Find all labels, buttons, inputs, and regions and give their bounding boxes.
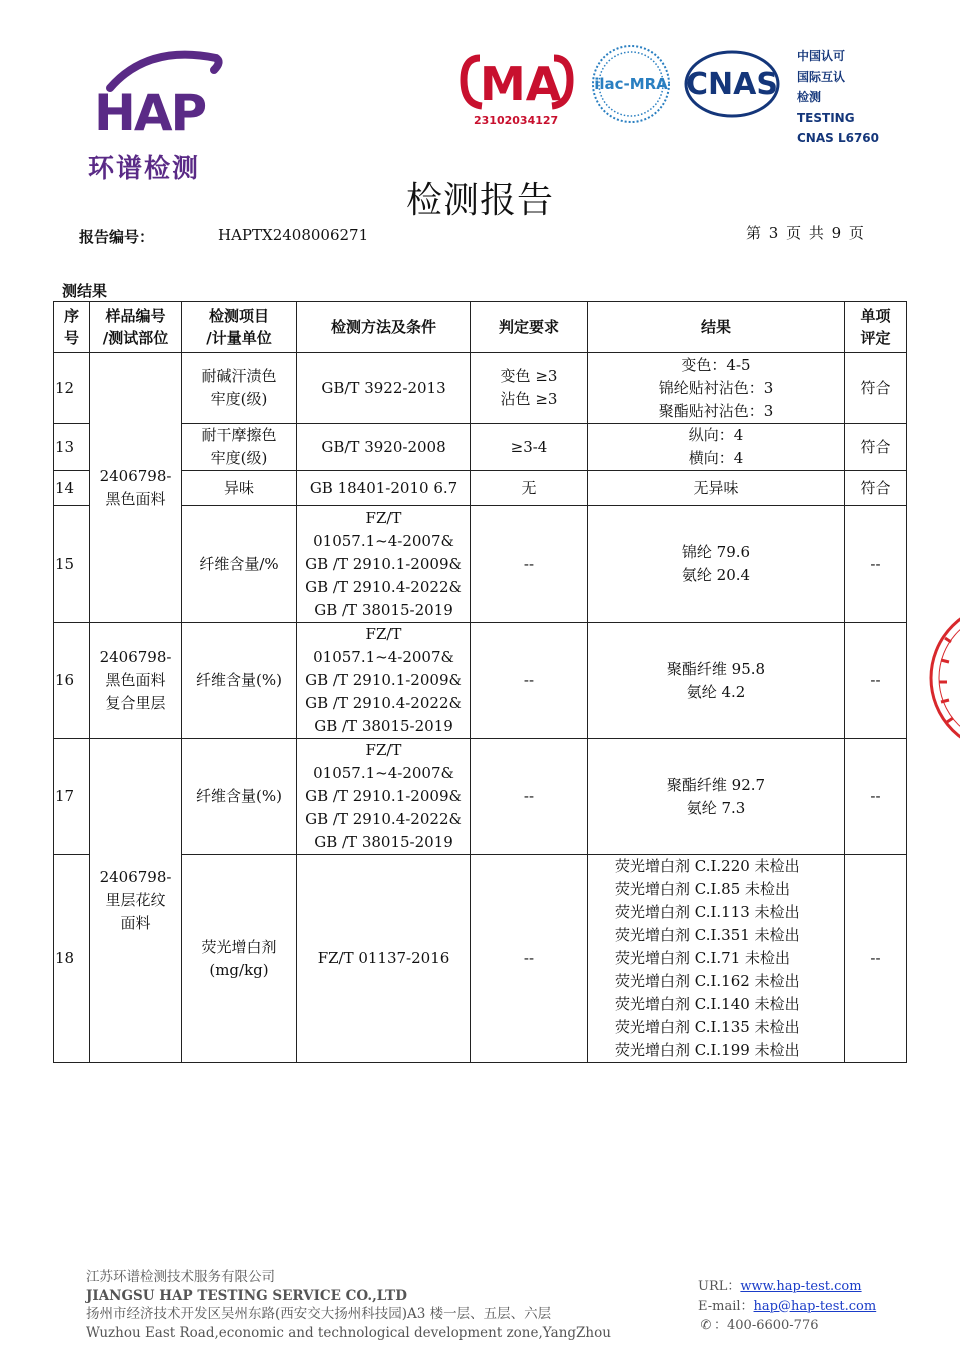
test-item: 耐干摩擦色 牢度(级) <box>182 424 297 471</box>
row-seq: 18 <box>54 855 90 1063</box>
section-title: 测结果 <box>62 282 108 300</box>
row-seq: 17 <box>54 739 90 855</box>
result-list <box>588 855 845 1063</box>
svg-text:HAP: HAP <box>94 84 206 142</box>
requirement: -- <box>471 739 588 855</box>
address-en: Wuzhou East Road,economic and technological development zone,YangZhou <box>86 1324 611 1341</box>
svg-text:MA: MA <box>480 57 562 111</box>
table-header-row <box>54 302 907 353</box>
requirement: -- <box>471 623 588 739</box>
email-link[interactable]: hap@hap-test.com <box>753 1298 877 1314</box>
test-item: 荧光增白剂 (mg/kg) <box>182 855 297 1063</box>
test-method: FZ/T 01057.1~4-2007& GB /T 2910.1-2009& GB /T 2910.4-2022& GB /T 38015-2019 <box>297 739 471 855</box>
table-row <box>54 353 907 424</box>
accreditation-line: 国际互认 <box>797 69 846 84</box>
row-seq: 16 <box>54 623 90 739</box>
requirement: 无 <box>471 471 588 506</box>
result-line: 荧光增白剂 C.I.113 未检出 <box>615 903 800 921</box>
row-seq: 13 <box>54 424 90 471</box>
ma-number: 23102034127 <box>474 114 559 127</box>
address-cn: 扬州市经济技术开发区吴州东路(西安交大扬州科技园)A3 楼一层、五层、六层 <box>86 1306 552 1322</box>
table-row <box>54 506 907 623</box>
table-row <box>54 623 907 739</box>
accreditation-text <box>797 46 879 149</box>
accreditation-line: CNAS L6760 <box>797 131 880 145</box>
result: 纵向：4 横向：4 <box>588 424 845 471</box>
test-item: 纤维含量(%) <box>182 739 297 855</box>
result: 锦纶 79.6 氨纶 20.4 <box>588 506 845 623</box>
verdict: 符合 <box>845 353 907 424</box>
result-line: 荧光增白剂 C.I.135 未检出 <box>615 1018 800 1036</box>
header-seq: 序 号 <box>54 302 90 353</box>
url-label: URL： <box>698 1279 741 1294</box>
requirement: -- <box>471 506 588 623</box>
accreditation-line: 中国认可 <box>797 49 846 63</box>
result: 无异味 <box>588 471 845 506</box>
company-name-cn: 江苏环谱检测技术服务有限公司 <box>86 1269 275 1285</box>
test-method: GB/T 3922-2013 <box>297 353 471 424</box>
sample-id: 2406798- 黑色面料 <box>90 353 182 623</box>
footer-contact <box>698 1277 876 1336</box>
website-link[interactable]: www.hap-test.com <box>740 1279 862 1294</box>
ilac-mra-logo <box>589 42 673 126</box>
hap-chinese-name: 环谱检测 <box>88 154 201 184</box>
footer-company <box>86 1268 611 1342</box>
table-row <box>54 424 907 471</box>
test-item: 纤维含量(%) <box>182 623 297 739</box>
requirement: 变色 ≥3 沾色 ≥3 <box>471 353 588 424</box>
verdict: -- <box>845 739 907 855</box>
report-number: HAPTX2408006271 <box>218 226 369 244</box>
result-line: 荧光增白剂 C.I.220 未检出 <box>615 857 800 875</box>
company-name-en: JIANGSU HAP TESTING SERVICE CO.,LTD <box>86 1287 407 1304</box>
test-item: 异味 <box>182 471 297 506</box>
table-row <box>54 739 907 855</box>
test-method: FZ/T 01057.1~4-2007& GB /T 2910.1-2009& GB /T 2910.4-2022& GB /T 38015-2019 <box>297 506 471 623</box>
verdict: -- <box>845 623 907 739</box>
row-seq: 12 <box>54 353 90 424</box>
table-row <box>54 471 907 506</box>
report-number-label: 报告编号： <box>79 228 155 246</box>
header-sample: 样品编号 /测试部位 <box>90 302 182 353</box>
test-item: 耐碱汗渍色 牢度(级) <box>182 353 297 424</box>
document-title: 检测报告 <box>405 180 554 221</box>
header-method: 检测方法及条件 <box>297 302 471 353</box>
svg-text:ilac-MRA: ilac-MRA <box>594 75 668 93</box>
row-seq: 15 <box>54 506 90 623</box>
cnas-logo <box>684 48 780 120</box>
accreditation-line: 检测 <box>797 90 822 104</box>
verdict: 符合 <box>845 471 907 506</box>
test-item: 纤维含量/% <box>182 506 297 623</box>
result: 聚酯纤维 92.7 氨纶 7.3 <box>588 739 845 855</box>
test-method: FZ/T 01137-2016 <box>297 855 471 1063</box>
seal-stamp <box>925 598 960 758</box>
phone-number: ：400-6600-776 <box>714 1318 819 1333</box>
row-seq: 14 <box>54 471 90 506</box>
test-method: GB/T 3920-2008 <box>297 424 471 471</box>
header-requirement: 判定要求 <box>471 302 588 353</box>
svg-text:CNAS: CNAS <box>686 67 778 102</box>
header-result: 结果 <box>588 302 845 353</box>
sample-id: 2406798- 黑色面料 复合里层 <box>90 623 182 739</box>
header-item: 检测项目 /计量单位 <box>182 302 297 353</box>
hap-logo <box>88 50 228 190</box>
result-line: 荧光增白剂 C.I.351 未检出 <box>615 926 800 944</box>
result-line: 荧光增白剂 C.I.85 未检出 <box>615 880 791 898</box>
result-line: 荧光增白剂 C.I.140 未检出 <box>615 995 800 1013</box>
verdict: -- <box>845 855 907 1063</box>
header-verdict: 单项 评定 <box>845 302 907 353</box>
verdict: 符合 <box>845 424 907 471</box>
test-method: FZ/T 01057.1~4-2007& GB /T 2910.1-2009& GB /T 2910.4-2022& GB /T 38015-2019 <box>297 623 471 739</box>
requirement: ≥3-4 <box>471 424 588 471</box>
email-label: E-mail： <box>698 1298 754 1314</box>
result-line: 荧光增白剂 C.I.71 未检出 <box>615 949 791 967</box>
verdict: -- <box>845 506 907 623</box>
test-method: GB 18401-2010 6.7 <box>297 471 471 506</box>
result: 聚酯纤维 95.8 氨纶 4.2 <box>588 623 845 739</box>
phone-icon: ✆ <box>700 1318 712 1333</box>
result-line: 荧光增白剂 C.I.199 未检出 <box>615 1041 800 1059</box>
sample-id: 2406798- 里层花纹 面料 <box>90 739 182 1063</box>
result-line: 荧光增白剂 C.I.162 未检出 <box>615 972 800 990</box>
accreditation-line: TESTING <box>797 110 855 125</box>
result: 变色：4-5 锦纶贴衬沾色：3 聚酯贴衬沾色：3 <box>588 353 845 424</box>
results-table <box>53 301 907 1063</box>
table-row <box>54 855 907 1063</box>
requirement: -- <box>471 855 588 1063</box>
page-info: 第 3 页 共 9 页 <box>746 224 864 242</box>
ma-logo <box>460 50 574 130</box>
